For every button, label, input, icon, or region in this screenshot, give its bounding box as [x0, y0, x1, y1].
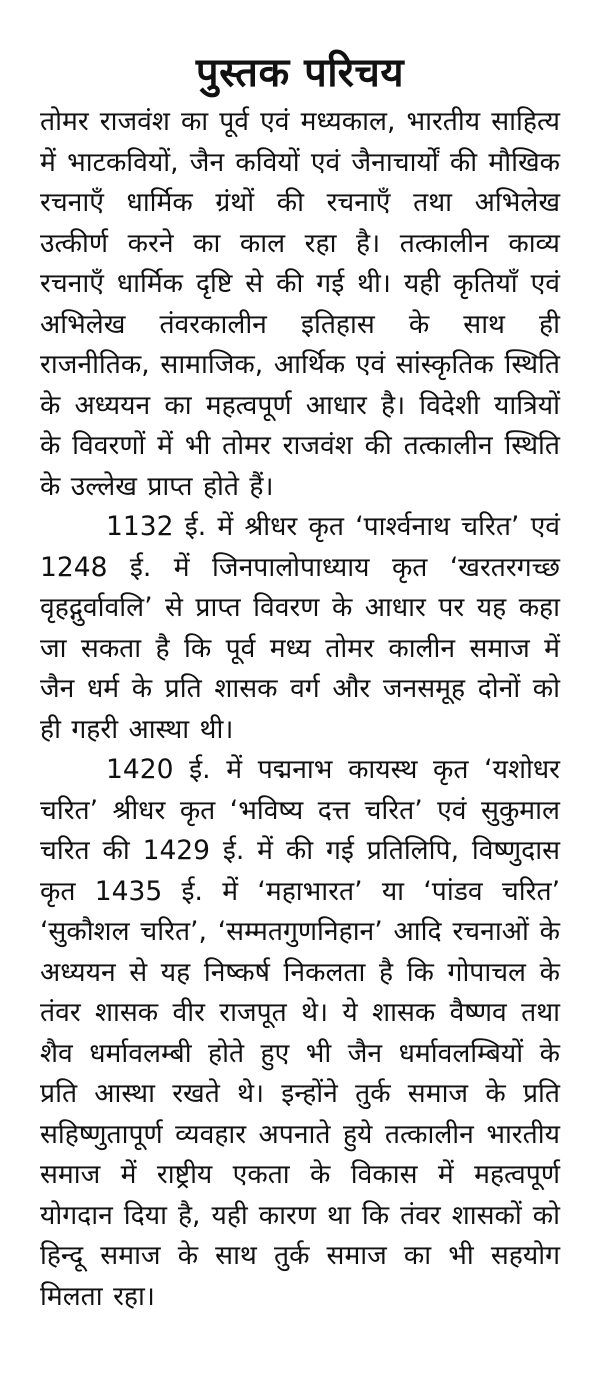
page-title: पुस्तक परिचय [195, 49, 405, 96]
paragraph-jain-sources: 1132 ई. में श्रीधर कृत ‘पार्श्वनाथ चरित’ एवं 1248 ई. में जिनपालोपाध्याय कृत ‘खरतरगच्छ वृहद्गुर्वावलि’ से प्राप्त विवरण के आधार पर यह कहा जा सकता है कि पूर्व मध्य तोमर कालीन समाज में जैन धर्म के प्रति शासक वर्ग और जनसमूह दोनों को ही गहरी आस्था थी। [40, 511, 560, 745]
article-body [40, 102, 560, 1317]
paragraph-intro: तोमर राजवंश का पूर्व एवं मध्यकाल, भारतीय साहित्य में भाटकवियों, जैन कवियों एवं जैनाचार्यों की मौखिक रचनाएँ धार्मिक ग्रंथों की रचनाएँ तथा अभिलेख उत्कीर्ण करने का काल रहा है। तत्कालीन काव्य रचनाएँ धार्मिक दृष्टि से की गई थी। यही कृतियाँ एवं अभिलेख तंवरकालीन इतिहास के साथ ही राजनीतिक, सामाजिक, आर्थिक एवं सांस्कृतिक स्थिति के अध्ययन का महत्वपूर्ण आधार है। विदेशी यात्रियों के विवरणों में भी तोमर राजवंश की तत्कालीन स्थिति के उल्लेख प्राप्त होते हैं। [40, 106, 560, 502]
paragraph-later-works: 1420 ई. में पद्मनाभ कायस्थ कृत ‘यशोधर चरित’ श्रीधर कृत ‘भविष्य दत्त चरित’ एवं सुकुमाल चरित की 1429 ई. में की गई प्रतिलिपि, विष्णुदास कृत 1435 ई. में ‘महाभारत’ या ‘पांडव चरित’ ‘सुकौशल चरित’, ‘सम्मतगुणनिहान’ आदि रचनाओं के अध्ययन से यह निष्कर्ष निकलता है कि गोपाचल के तंवर शासक वीर राजपूत थे। ये शासक वैष्णव तथा शैव धर्मावलम्बी होते हुए भी जैन धर्मावलम्बियों के प्रति आस्था रखते थे। इन्होंने तुर्क समाज के प्रति सहिष्णुतापूर्ण व्यवहार अपनाते हुये तत्कालीन भारतीय समाज में राष्ट्रीय एकता के विकास में महत्वपूर्ण योगदान दिया है, यही कारण था कि तंवर शासकों को हिन्दू समाज के साथ तुर्क समाज का भी सहयोग मिलता रहा। [40, 754, 560, 1312]
